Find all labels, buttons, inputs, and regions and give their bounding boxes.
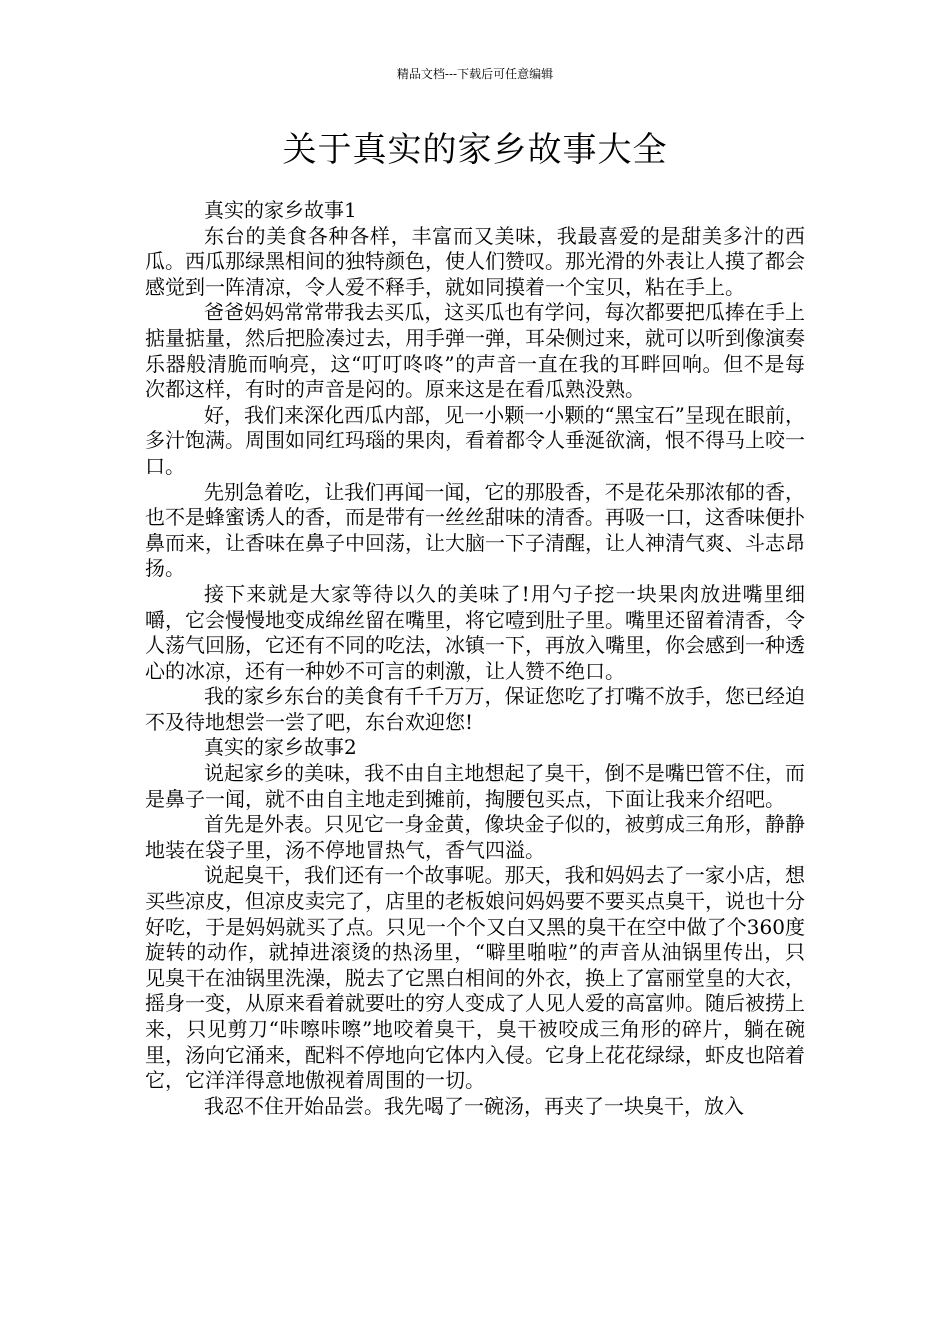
- paragraph: 说起臭干，我们还有一个故事呢。那天，我和妈妈去了一家小店，想买些凉皮，但凉皮卖完了，店里的老板娘问妈妈要不要买点臭干，说也十分好吃，于是妈妈就买了点。只见一个个又白又黑的臭干在空中做了个360度旋转的动作，就掉进滚烫的热汤里，“噼里啪啦”的声音从油锅里传出，只见臭干在油锅里洗澡，脱去了它黑白相间的外衣，换上了富丽堂皇的大衣，摇身一变，从原来看着就要吐的穷人变成了人见人爱的高富帅。随后被捞上来，只见剪刀“咔嚓咔嚓”地咬着臭干，臭干被咬成三角形的碎片，躺在碗里，汤向它涌来，配料不停地向它体内入侵。它身上花花绿绿，虾皮也陪着它，它洋洋得意地傲视着周围的一切。: [145, 863, 805, 1093]
- paragraph: 我的家乡东台的美食有千千万万，保证您吃了打嘴不放手，您已经迫不及待地想尝一尝了吧，东台欢迎您!: [145, 684, 805, 734]
- paragraph: 首先是外表。只见它一身金黄，像块金子似的，被剪成三角形，静静地装在袋子里，汤不停地冒热气，香气四溢。: [145, 812, 805, 862]
- page-header: 精品文档---下载后可任意编辑: [396, 67, 554, 81]
- paragraph: 我忍不住开始品尝。我先喝了一碗汤，再夹了一块臭干，放入: [204, 1093, 744, 1118]
- section-heading-2: 真实的家乡故事2: [204, 735, 357, 760]
- paragraph: 说起家乡的美味，我不由自主地想起了臭干，倒不是嘴巴管不住，而是鼻子一闻，就不由自主地走到摊前，掏腰包买点，下面让我来介绍吧。: [145, 761, 805, 811]
- document-title: 关于真实的家乡故事大全: [282, 130, 668, 170]
- paragraph: 接下来就是大家等待以久的美味了!用勺子挖一块果肉放进嘴里细嚼，它会慢慢地变成绵丝留在嘴里，将它噎到肚子里。嘴里还留着清香，令人荡气回肠，它还有不同的吃法，冰镇一下，再放入嘴里，你会感到一种透心的冰凉，还有一种妙不可言的刺激，让人赞不绝口。: [145, 581, 805, 683]
- section-heading-1: 真实的家乡故事1: [204, 198, 357, 222]
- paragraph: 好，我们来深化西瓜内部，见一小颗一小颗的“黑宝石”呈现在眼前，多汁饱满。周围如同红玛瑙的果肉，看着都令人垂涎欲滴，恨不得马上咬一口。: [145, 402, 805, 478]
- paragraph: 爸爸妈妈常常带我去买瓜，这买瓜也有学问，每次都要把瓜捧在手上掂量掂量，然后把脸凑过去，用手弹一弹，耳朵侧过来，就可以听到像演奏乐器般清脆而响亮，这“叮叮咚咚”的声音一直在我的耳畔回响。但不是每次都这样，有时的声音是闷的。原来这是在看瓜熟没熟。: [145, 300, 805, 402]
- paragraph: 先别急着吃，让我们再闻一闻，它的那股香，不是花朵那浓郁的香，也不是蜂蜜诱人的香，而是带有一丝丝甜味的清香。再吸一口，这香味便扑鼻而来，让香味在鼻子中回荡，让大脑一下子清醒，让人神清气爽、斗志昂扬。: [145, 479, 805, 581]
- paragraph: 东台的美食各种各样，丰富而又美味，我最喜爱的是甜美多汁的西瓜。西瓜那绿黑相间的独特颜色，使人们赞叹。那光滑的外表让人摸了都会感觉到一阵清凉，令人爱不释手，就如同摸着一个宝贝，粘在手上。: [145, 223, 805, 299]
- document-body: [145, 198, 805, 1119]
